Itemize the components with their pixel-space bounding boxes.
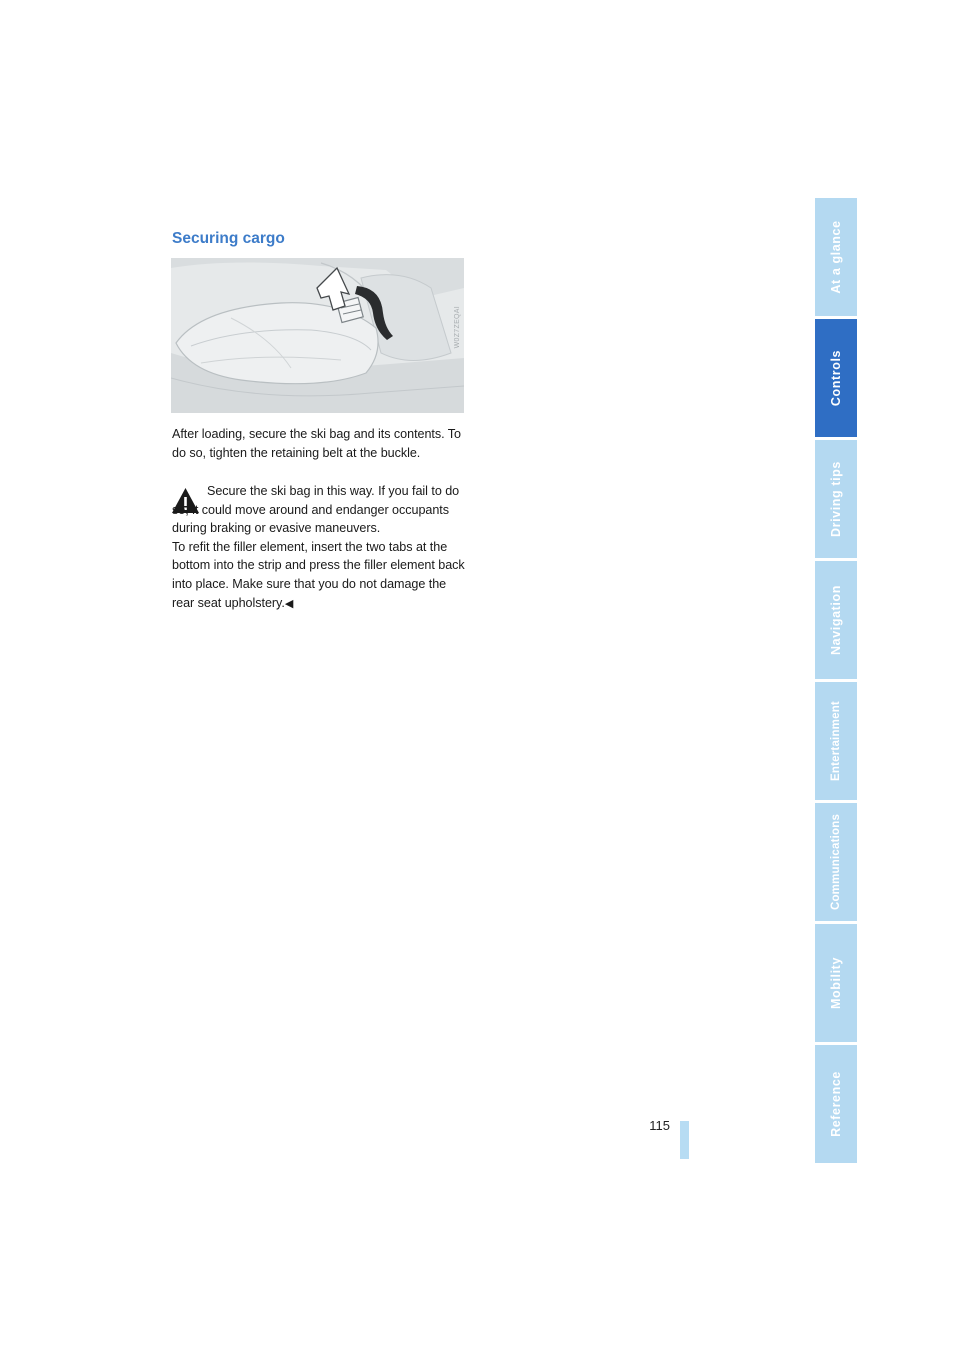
tab-label: Controls [829, 349, 843, 407]
tab-label: Mobility [829, 956, 843, 1010]
tab-label: Reference [829, 1071, 843, 1137]
warning-block [172, 482, 468, 613]
tab-at-a-glance[interactable] [815, 198, 857, 316]
instruction-text [172, 538, 468, 613]
tab-reference[interactable] [815, 1045, 857, 1163]
tab-label: Driving tips [829, 461, 843, 537]
page-number-bar [680, 1121, 689, 1159]
paragraph-after-loading: After loading, secure the ski bag and its contents. To do so, tighten the retaining belt at the buckle. [172, 427, 461, 460]
chapter-tabs [815, 198, 857, 1166]
tab-mobility[interactable] [815, 924, 857, 1042]
section-heading: Securing cargo [172, 230, 285, 247]
tab-navigation[interactable] [815, 561, 857, 679]
tab-label: Entertainment [830, 701, 842, 781]
tab-label: Communications [830, 813, 842, 911]
instruction-sentences: To refit the filler element, insert the two tabs at the bottom into the strip and press the filler element back into place. Make sure that you do not damage the rear seat upholstery. [172, 539, 465, 610]
end-mark-icon: ◀ [284, 597, 294, 610]
tab-driving-tips[interactable] [815, 440, 857, 558]
tab-communications[interactable] [815, 803, 857, 921]
ski-bag-drawing [171, 258, 464, 413]
tab-controls[interactable] [815, 319, 857, 437]
page-number: 115 [649, 1118, 670, 1133]
tab-label: Navigation [829, 585, 843, 655]
tab-entertainment[interactable] [815, 682, 857, 800]
ski-bag-illustration [171, 258, 464, 413]
warning-text: Secure the ski bag in this way. If you fail to do so, it could move around and endanger occupants during braking or evasive maneuvers. [172, 484, 460, 536]
figure-code: W0Z7ZEQAI [454, 306, 461, 349]
tab-label: At a glance [829, 220, 843, 294]
